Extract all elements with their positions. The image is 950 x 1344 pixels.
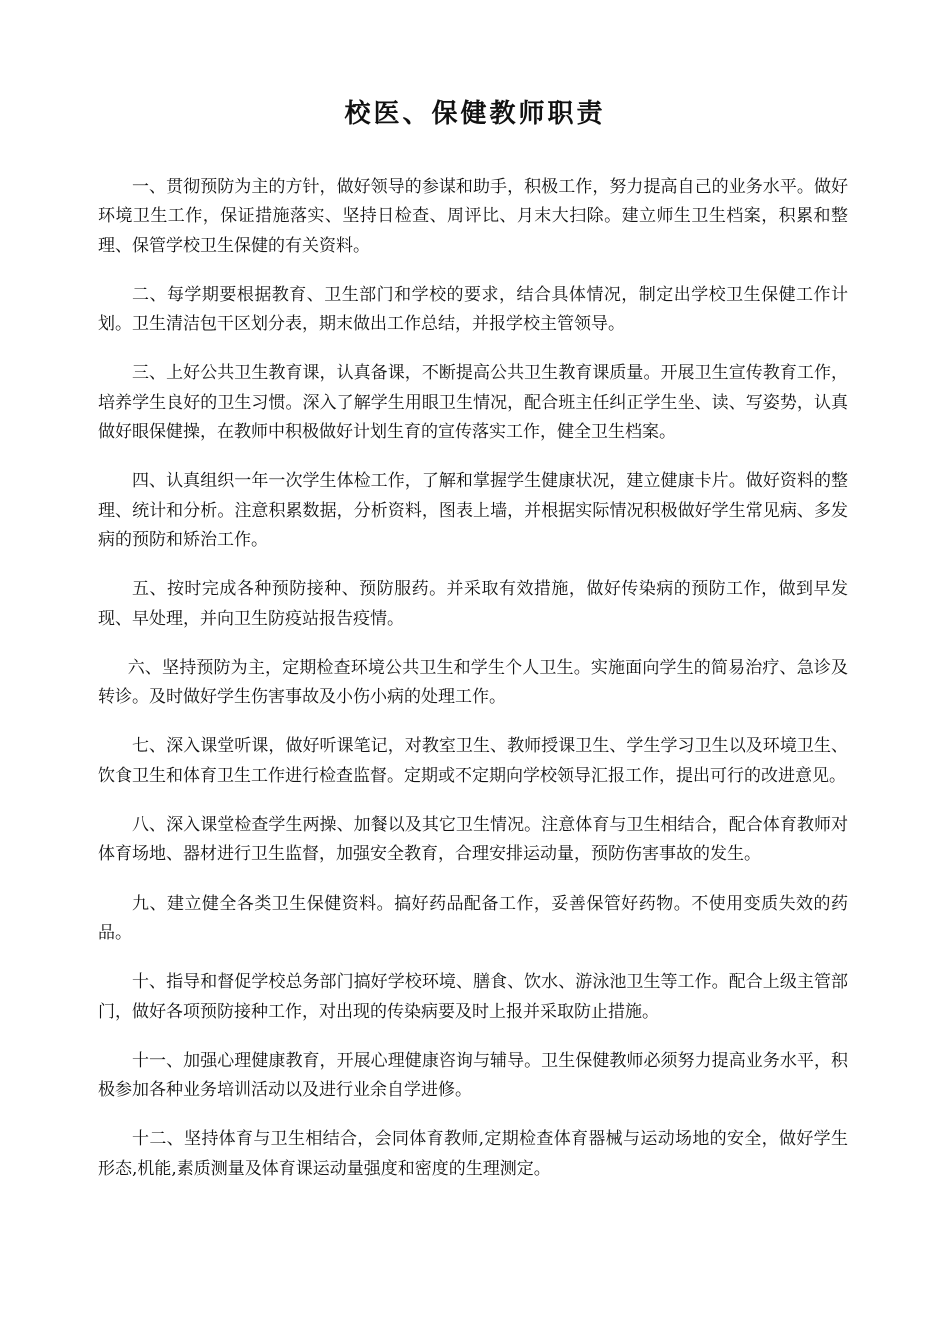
duty-paragraph-12: 十二、坚持体育与卫生相结合，会同体育教师,定期检查体育器械与运动场地的安全，做好学生形态,机能,素质测量及体育课运动量强度和密度的生理测定。 bbox=[98, 1129, 848, 1179]
duty-paragraph-4: 四、认真组织一年一次学生体检工作，了解和掌握学生健康状况，建立健康卡片。做好资料的整理、统计和分析。注意积累数据，分析资料，图表上墙，并根据实际情况积极做好学生常见病、多发病的预防和矫治工作。 bbox=[98, 471, 848, 550]
duty-paragraph-7: 七、深入课堂听课，做好听课笔记，对教室卫生、教师授课卫生、学生学习卫生以及环境卫生、饮食卫生和体育卫生工作进行检查监督。定期或不定期向学校领导汇报工作，提出可行的改进意见。 bbox=[98, 736, 848, 786]
document-body bbox=[98, 173, 848, 1204]
duty-paragraph-9: 九、建立健全各类卫生保健资料。搞好药品配备工作，妥善保管好药物。不使用变质失效的药品。 bbox=[98, 893, 848, 943]
duty-paragraph-3: 三、上好公共卫生教育课，认真备课，不断提高公共卫生教育课质量。开展卫生宣传教育工作，培养学生良好的卫生习惯。深入了解学生用眼卫生情况，配合班主任纠正学生坐、读、写姿势，认真做好眼保健操，在教师中积极做好计划生育的宣传落实工作，健全卫生档案。 bbox=[98, 363, 848, 443]
duty-paragraph-6: 六、坚持预防为主，定期检查环境公共卫生和学生个人卫生。实施面向学生的简易治疗、急诊及转诊。及时做好学生伤害事故及小伤小病的处理工作。 bbox=[98, 657, 848, 708]
duty-paragraph-11: 十一、加强心理健康教育，开展心理健康咨询与辅导。卫生保健教师必须努力提高业务水平，积极参加各种业务培训活动以及进行业余自学进修。 bbox=[98, 1050, 848, 1101]
page-title: 校医、保健教师职责 bbox=[344, 99, 606, 129]
duty-paragraph-5: 五、按时完成各种预防接种、预防服药。并采取有效措施，做好传染病的预防工作，做到早发现、早处理，并向卫生防疫站报告疫情。 bbox=[98, 579, 848, 629]
duty-paragraph-10: 十、指导和督促学校总务部门搞好学校环境、膳食、饮水、游泳池卫生等工作。配合上级主管部门，做好各项预防接种工作，对出现的传染病要及时上报并采取防止措施。 bbox=[98, 972, 848, 1022]
duty-paragraph-2: 二、每学期要根据教育、卫生部门和学校的要求，结合具体情况，制定出学校卫生保健工作计划。卫生清洁包干区划分表，期末做出工作总结，并报学校主管领导。 bbox=[98, 284, 848, 335]
duty-paragraph-1: 一、贯彻预防为主的方针，做好领导的参谋和助手，积极工作，努力提高自己的业务水平。做好环境卫生工作，保证措施落实、坚持日检查、周评比、月末大扫除。建立师生卫生档案，积累和整理、保管学校卫生保健的有关资料。 bbox=[98, 177, 848, 256]
duty-paragraph-8: 八、深入课堂检查学生两操、加餐以及其它卫生情况。注意体育与卫生相结合，配合体育教师对体育场地、器材进行卫生监督，加强安全教育，合理安排运动量，预防伤害事故的发生。 bbox=[98, 815, 848, 865]
